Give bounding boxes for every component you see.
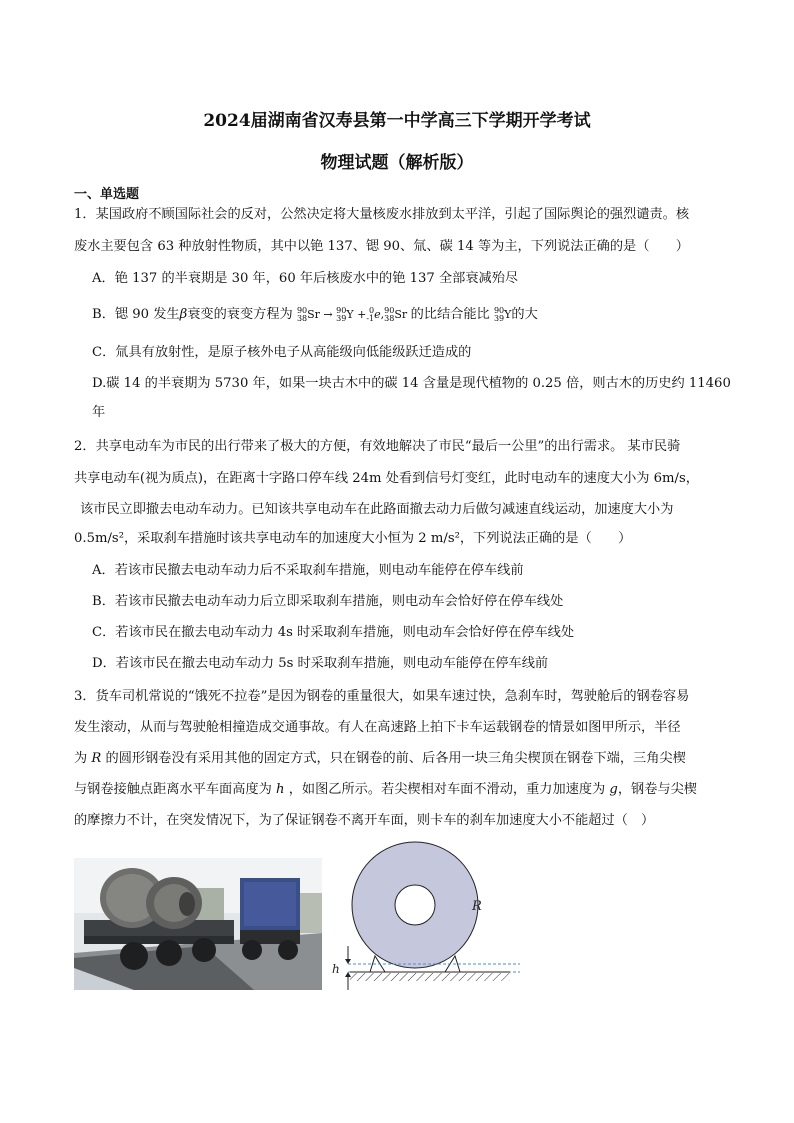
q3-line3-a: 为: [74, 751, 88, 766]
q3-stem-line-2: 发生滚动，从而与驾驶舱相撞造成交通事故。有人在高速路上拍下卡车运载钢卷的情景如图甲所示，半径: [74, 720, 681, 735]
sr-z-2: 38: [384, 314, 395, 323]
q3-line4-c: ，钢卷与尖楔: [617, 782, 697, 797]
exam-subtitle: 物理试题（解析版）: [320, 153, 474, 173]
e-mass: 0: [369, 306, 375, 315]
q3-line4-b: ，如图乙所示。若尖楔相对车面不滑动，重力加速度为: [288, 782, 606, 797]
symbol-r: R: [91, 751, 102, 766]
q3-stem-line-1: 3．货车司机常说的“饿死不拉卷”是因为钢卷的重量很大，如果车速过快，急刹车时，驾驶舱后的钢卷容易: [74, 689, 690, 704]
y-z-2: 39: [493, 314, 505, 323]
symbol-h: h: [276, 782, 285, 797]
q3-line4-a: 与钢卷接触点距离水平车面高度为: [74, 782, 272, 797]
beta-symbol: β: [179, 307, 188, 322]
q3-stem-line-5: 的摩擦力不计，在突发情况下，为了保证钢卷不离开车面，则卡车的刹车加速度大小不能超过（ ）: [74, 813, 655, 828]
q1-option-b-mid: 衰变的衰变方程为: [187, 307, 293, 322]
q2-stem-line-1: 2．共享电动车为市民的出行带来了极大的方便，有效地解决了市民“最后一公里”的出行需求。 某市民骑: [74, 439, 681, 454]
q2-option-b: B．若该市民撤去电动车动力后立即采取刹车措施，则电动车会恰好停在停车线处: [92, 594, 564, 609]
q1-option-b: [92, 306, 538, 324]
q2-option-d: D．若该市民在撤去电动车动力 5s 时采取刹车措施，则电动车能停在停车线前: [92, 656, 549, 671]
symbol-g: g: [609, 782, 618, 797]
section-heading: 一、单选题: [74, 187, 140, 202]
q2-stem-line-2: 共享电动车(视为质点)，在距离十字路口停车线 24m 处看到信号灯变红，此时电动车的速度大小为 6m/s，: [74, 471, 699, 486]
sr-mass: 90: [296, 306, 308, 315]
q3-stem-line-4: [74, 781, 697, 799]
q1-option-d-line-2: 年: [92, 405, 106, 420]
sr-symbol: Sr: [307, 308, 320, 321]
arrow: →: [323, 308, 333, 321]
q1-option-b-post: 的比结合能比: [410, 307, 490, 322]
q3-stem-line-3: [74, 750, 686, 768]
q1-option-b-pre: B．锶 90 发生: [92, 307, 180, 322]
sr-z: 38: [296, 314, 308, 323]
q2-option-c: C．若该市民在撤去电动车动力 4s 时采取刹车措施，则电动车会恰好停在停车线处: [92, 625, 575, 640]
y-symbol: Y: [346, 308, 354, 321]
plus: +: [357, 308, 367, 321]
q2-option-a: A．若该市民撤去电动车动力后不采取刹车措施，则电动车能停在停车线前: [92, 563, 524, 578]
sr-mass-2: 90: [384, 306, 395, 315]
q1-option-d-line-1: D.碳 14 的半衰期为 5730 年，如果一块古木中的碳 14 含量是现代植物的 0.25 倍，则古木的历史约 11460: [92, 376, 731, 391]
height-label: h: [332, 962, 340, 976]
coil-diagram: [330, 838, 520, 998]
q1-option-c: C．氚具有放射性，是原子核外电子从高能级向低能级跃迁造成的: [92, 345, 472, 360]
exam-title: 2024届湖南省汉寿县第一中学高三下学期开学考试: [203, 111, 591, 131]
y-mass-2: 90: [493, 306, 505, 315]
q1-option-b-end: 的大: [511, 307, 538, 322]
q3-line3-b: 的圆形钢卷没有采用其他的固定方式，只在钢卷的前、后各用一块三角尖楔顶在钢卷下端，三角尖楔: [105, 751, 686, 766]
q2-stem-line-4: 0.5m/s²，采取刹车措施时该共享电动车的加速度大小恒为 2 m/s²，下列说法正确的是（ ）: [74, 531, 632, 546]
y-mass: 90: [336, 306, 347, 315]
y-symbol-2: Y: [504, 308, 512, 321]
e-symbol: e: [374, 308, 381, 321]
sr-symbol-2: Sr: [394, 308, 408, 321]
radius-label: R: [472, 899, 482, 914]
decay-equation: [297, 308, 411, 321]
q2-stem-line-3: 该市民立即撤去电动车动力。已知该共享电动车在此路面撤去动力后做匀减速直线运动，加速度大小为: [80, 502, 674, 517]
q1-option-a: A．铯 137 的半衰期是 30 年，60 年后核废水中的铯 137 全部衰减殆尽: [92, 271, 519, 286]
y-z: 39: [336, 314, 347, 323]
comma: ,: [380, 308, 385, 321]
q1-stem-line-2: 废水主要包含 63 种放射性物质，其中以铯 137、锶 90、氚、碳 14 等为主，下列说法正确的是（ ）: [74, 239, 689, 254]
e-z: -1: [366, 314, 375, 323]
q1-stem-line-1: 1．某国政府不顾国际社会的反对，公然决定将大量核废水排放到太平洋，引起了国际舆论的强烈谴责。核: [74, 207, 690, 222]
truck-coil-photo: [74, 858, 322, 990]
